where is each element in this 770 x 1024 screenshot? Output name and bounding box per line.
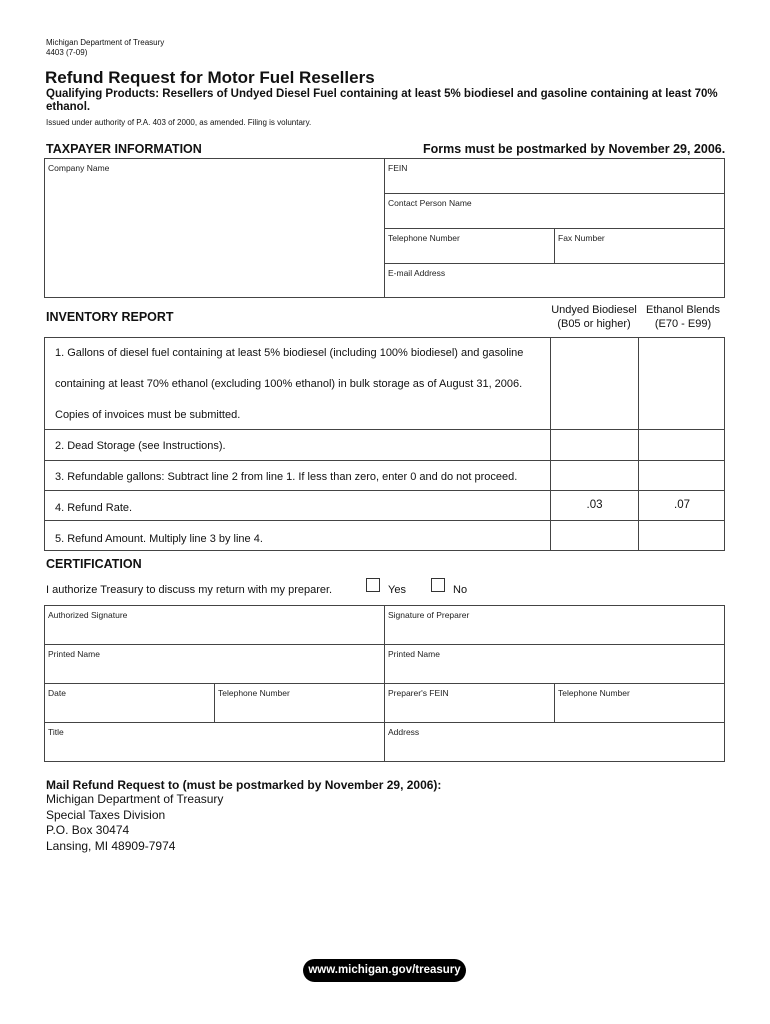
form-code: 4403 (7-09): [46, 48, 88, 57]
qualifying-products: Qualifying Products: Resellers of Undyed Diesel Fuel containing at least 5% biodiesel and gasoline containing at least 70% ethanol.: [46, 88, 718, 113]
biodiesel-header-line2: (B05 or higher): [557, 318, 631, 330]
email-label: E-mail Address: [388, 268, 446, 278]
telephone-field[interactable]: [385, 229, 554, 263]
preparer-printed-name-field[interactable]: [385, 645, 724, 683]
preparer-signature-label: Signature of Preparer: [388, 610, 470, 620]
fax-field[interactable]: [555, 229, 724, 263]
postmark-deadline: Forms must be postmarked by November 29, 2006.: [423, 142, 726, 156]
preparer-telephone-label: Telephone Number: [558, 688, 630, 698]
yes-checkbox[interactable]: [366, 578, 380, 592]
mailing-line-2: Special Taxes Division: [46, 807, 166, 822]
address-field[interactable]: [385, 723, 724, 761]
fein-label: FEIN: [388, 163, 408, 173]
treasury-url-badge[interactable]: www.michigan.gov/treasury: [303, 959, 466, 982]
line2-biodiesel-input[interactable]: [551, 430, 638, 460]
no-checkbox[interactable]: [431, 578, 445, 592]
authorize-text: I authorize Treasury to discuss my return with my preparer.: [46, 584, 333, 596]
line1-biodiesel-input[interactable]: [551, 338, 638, 429]
preparer-telephone-field[interactable]: [555, 684, 724, 722]
biodiesel-column-header: [548, 303, 640, 331]
line3-ethanol-input[interactable]: [639, 461, 724, 490]
taxpayer-telephone-field[interactable]: [215, 684, 384, 722]
row-divider: [44, 490, 725, 491]
printed-name-field[interactable]: [45, 645, 384, 683]
certification-heading: CERTIFICATION: [46, 557, 142, 571]
telephone-label: Telephone Number: [388, 233, 460, 243]
company-name-field[interactable]: [45, 159, 384, 297]
mailing-line-1: Michigan Department of Treasury: [46, 792, 224, 806]
line3-text: 3. Refundable gallons: Subtract line 2 from line 1. If less than zero, enter 0 and do not proceed.: [55, 471, 518, 483]
line5-text: 5. Refund Amount. Multiply line 3 by line 4.: [55, 533, 263, 545]
line5-biodiesel-input[interactable]: [551, 521, 638, 550]
biodiesel-refund-rate: .03: [586, 499, 603, 511]
line5-ethanol-input[interactable]: [639, 521, 724, 550]
printed-name-label: Printed Name: [48, 649, 100, 659]
ethanol-header-line2: (E70 - E99): [654, 318, 712, 330]
ethanol-column-header: [640, 303, 726, 331]
inventory-heading: INVENTORY REPORT: [46, 310, 174, 324]
line2-ethanol-input[interactable]: [639, 430, 724, 460]
title-label: Title: [48, 727, 64, 737]
authorized-signature-field[interactable]: [45, 606, 384, 644]
company-name-label: Company Name: [48, 163, 110, 173]
email-field[interactable]: [385, 264, 724, 297]
fein-field[interactable]: [385, 159, 724, 193]
date-label: Date: [48, 688, 66, 698]
ethanol-header-line1: Ethanol Blends: [646, 304, 720, 316]
mailing-line-3: P.O. Box 30474: [46, 823, 130, 837]
line4-text: 4. Refund Rate.: [55, 502, 133, 514]
mail-heading: Mail Refund Request to (must be postmarked by November 29, 2006):: [46, 778, 442, 792]
authority-note: Issued under authority of P.A. 403 of 2000, as amended. Filing is voluntary.: [46, 118, 312, 127]
title-field[interactable]: [45, 723, 384, 761]
preparer-signature-field[interactable]: [385, 606, 724, 644]
contact-person-field[interactable]: [385, 194, 724, 228]
line1-text-c: Copies of invoices must be submitted.: [55, 409, 241, 421]
ethanol-refund-rate: .07: [674, 499, 690, 511]
preparer-fein-label: Preparer's FEIN: [388, 688, 449, 698]
contact-person-label: Contact Person Name: [388, 198, 472, 208]
line1-text-a: 1. Gallons of diesel fuel containing at least 5% biodiesel (including 100% biodiesel) and gasoline: [55, 347, 524, 359]
address-label: Address: [388, 727, 420, 737]
authorized-signature-label: Authorized Signature: [48, 610, 128, 620]
taxpayer-heading: TAXPAYER INFORMATION: [46, 142, 202, 156]
biodiesel-header-line1: Undyed Biodiesel: [551, 304, 637, 316]
date-field[interactable]: [45, 684, 214, 722]
yes-label: Yes: [388, 584, 406, 596]
mailing-line-4: Lansing, MI 48909-7974: [46, 838, 176, 853]
agency-name: Michigan Department of Treasury: [46, 38, 165, 47]
no-label: No: [453, 584, 468, 596]
preparer-fein-field[interactable]: [385, 684, 554, 722]
mailing-address: [46, 792, 223, 854]
preparer-printed-name-label: Printed Name: [388, 649, 440, 659]
fax-label: Fax Number: [558, 233, 605, 243]
taxpayer-telephone-label: Telephone Number: [218, 688, 290, 698]
line3-biodiesel-input[interactable]: [551, 461, 638, 490]
line2-text: 2. Dead Storage (see Instructions).: [55, 440, 226, 452]
line1-ethanol-input[interactable]: [639, 338, 724, 429]
form-title: Refund Request for Motor Fuel Resellers: [45, 68, 375, 87]
line1-text-b: containing at least 70% ethanol (excluding 100% ethanol) in bulk storage as of August 31, 2006.: [55, 378, 523, 390]
